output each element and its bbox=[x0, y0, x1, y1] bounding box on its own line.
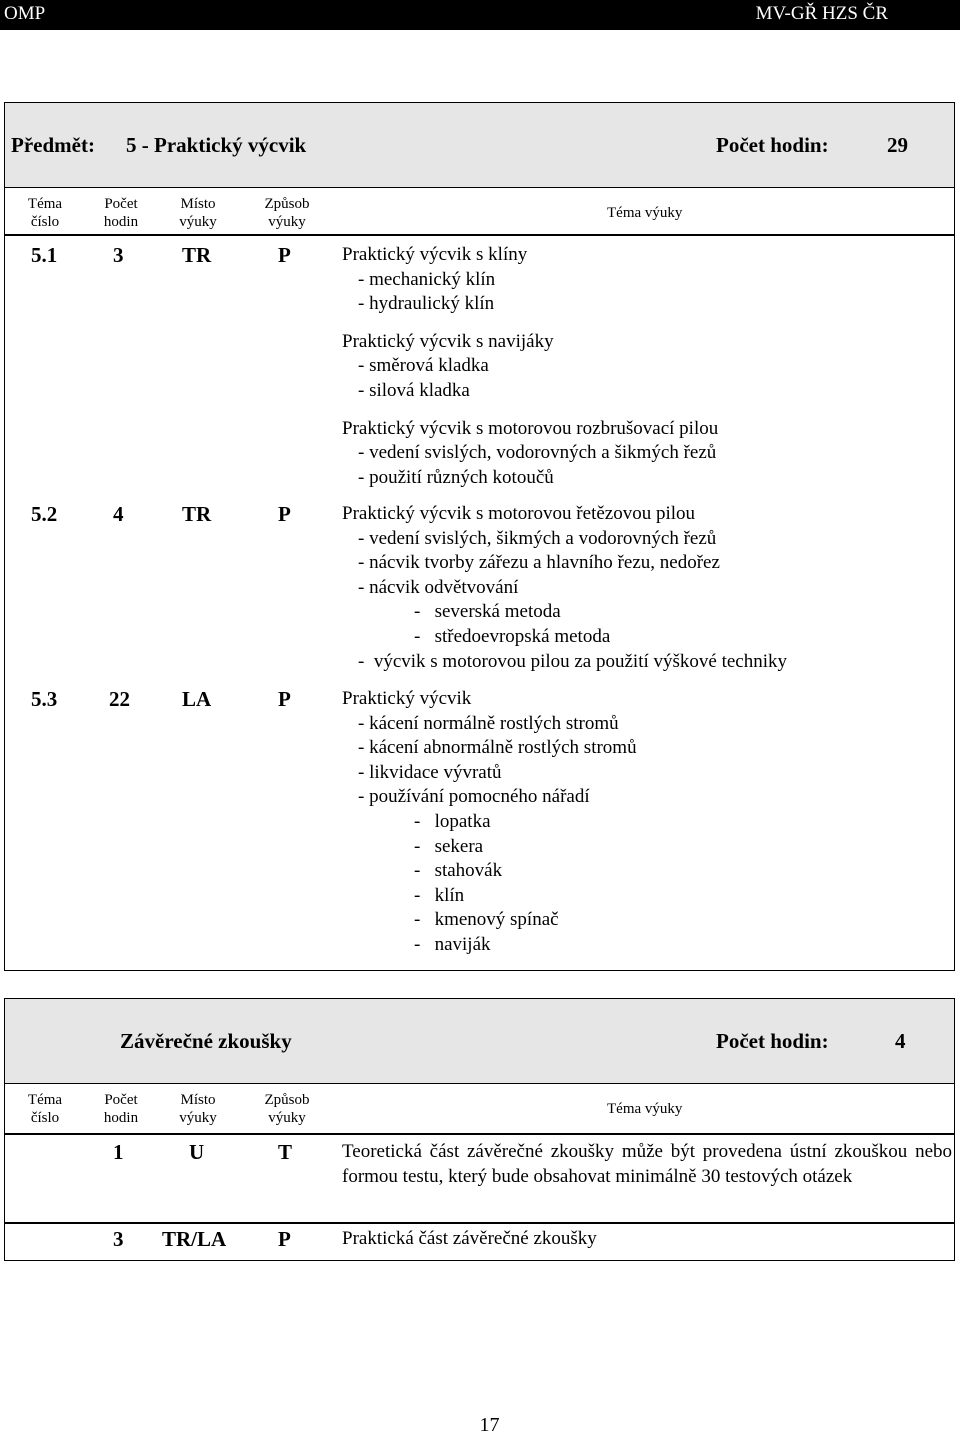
topic-number: 5.2 bbox=[31, 502, 58, 526]
subject-name: 5 - Praktický výcvik bbox=[126, 133, 307, 157]
col-header-zpusob-vyuky: Způsob výuky bbox=[264, 1092, 310, 1126]
topic-number: 5.1 bbox=[31, 243, 58, 267]
page-header bbox=[0, 0, 960, 30]
topic-bullet-line: - používání pomocného nářadí bbox=[358, 786, 590, 808]
topic-bullet-line: - nácvik odvětvování bbox=[358, 576, 519, 598]
hours-value: 1 bbox=[113, 1140, 124, 1164]
topic-heading-line: Praktický výcvik s klíny bbox=[342, 244, 528, 265]
topic-heading-line: Praktický výcvik bbox=[342, 688, 472, 709]
topic-description bbox=[342, 243, 718, 490]
topic-heading-line: Praktický výcvik s navijáky bbox=[342, 330, 554, 352]
col-header-pocet-hodin: Počet hodin bbox=[103, 196, 139, 230]
topic-bullet-line: - sekera bbox=[414, 835, 484, 857]
place-value: LA bbox=[182, 687, 212, 711]
topic-bullet-line: - klín bbox=[414, 884, 465, 906]
col-header-misto-vyuky: Místo výuky bbox=[179, 1092, 217, 1126]
topic-bullet-line: - kácení abnormálně rostlých stromů bbox=[358, 737, 637, 759]
col-header-tema-cislo: Téma číslo bbox=[27, 1092, 63, 1126]
col-header-tema-vyuky: Téma výuky bbox=[607, 1101, 683, 1117]
exams-hours: 4 bbox=[895, 1029, 906, 1053]
topic-bullet-line: - středoevropská metoda bbox=[414, 625, 611, 647]
mode-value: T bbox=[278, 1140, 293, 1164]
hours-value: 3 bbox=[113, 243, 124, 267]
subject-label: Předmět: bbox=[11, 133, 95, 157]
topic-description bbox=[342, 502, 787, 674]
hours-value: 4 bbox=[113, 502, 124, 526]
line-gap bbox=[342, 404, 718, 417]
topic-bullet-line: - stahovák bbox=[414, 860, 503, 882]
topic-description: Praktická část závěrečné zkoušky bbox=[342, 1228, 597, 1249]
mode-value: P bbox=[278, 502, 291, 526]
header-right: MV-GŘ HZS ČR bbox=[755, 3, 888, 24]
topic-bullet-line: - kmenový spínač bbox=[414, 909, 559, 931]
col-header-tema-cislo: Téma číslo bbox=[27, 196, 63, 230]
header-divider bbox=[5, 1133, 954, 1135]
page-number: 17 bbox=[479, 1414, 500, 1436]
hours-value: 22 bbox=[109, 687, 130, 711]
topic-heading-line: Praktický výcvik s motorovou rozbrušovací pilou bbox=[342, 417, 719, 439]
row-divider bbox=[5, 1222, 954, 1224]
place-value: TR bbox=[182, 502, 212, 526]
line-gap bbox=[342, 317, 718, 330]
topic-bullet-line: - naviják bbox=[414, 933, 491, 955]
topic-bullet-line: - hydraulický klín bbox=[358, 293, 495, 315]
col-header-tema-vyuky: Téma výuky bbox=[607, 205, 683, 221]
topic-bullet-line: - severská metoda bbox=[414, 601, 561, 623]
topic-bullet-line: - vedení svislých, vodorovných a šikmých řezů bbox=[358, 442, 717, 464]
col-header-misto-vyuky: Místo výuky bbox=[179, 196, 217, 230]
topic-bullet-line: - likvidace vývratů bbox=[358, 761, 502, 783]
topic-bullet-line: - výcvik s motorovou pilou za použití výškové techniky bbox=[358, 650, 788, 672]
topic-bullet-line: - kácení normálně rostlých stromů bbox=[358, 712, 619, 734]
topic-description bbox=[342, 687, 637, 958]
exams-table bbox=[4, 998, 955, 1261]
mode-value: P bbox=[278, 1227, 291, 1251]
hours-value: 3 bbox=[113, 1227, 124, 1251]
topic-bullet-line: - nácvik tvorby zářezu a hlavního řezu, nedořez bbox=[358, 552, 720, 574]
subject-title-row bbox=[5, 103, 954, 188]
mode-value: P bbox=[278, 687, 291, 711]
topic-bullet-line: - mechanický klín bbox=[358, 268, 496, 290]
col-header-zpusob-vyuky: Způsob výuky bbox=[264, 196, 310, 230]
subject-table bbox=[4, 102, 955, 971]
topic-bullet-line: - lopatka bbox=[414, 810, 491, 832]
mode-value: P bbox=[278, 243, 291, 267]
place-value: U bbox=[189, 1140, 205, 1164]
header-divider bbox=[5, 234, 954, 236]
exams-hours-label: Počet hodin: bbox=[716, 1029, 829, 1053]
place-value: TR/LA bbox=[162, 1227, 227, 1251]
topic-bullet-line: - použití různých kotoučů bbox=[358, 466, 554, 488]
exams-title-row bbox=[5, 999, 954, 1084]
topic-number: 5.3 bbox=[31, 687, 58, 711]
topic-description: Teoretická část závěrečné zkoušky může být provedena ústní zkouškou nebo formou testu, který bude obsahovat minimálně 30 testových otázek bbox=[342, 1141, 952, 1187]
exams-name: Závěrečné zkoušky bbox=[120, 1029, 292, 1053]
header-left: OMP bbox=[4, 3, 46, 24]
topic-bullet-line: - směrová kladka bbox=[358, 355, 489, 377]
topic-heading-line: Praktický výcvik s motorovou řetězovou pilou bbox=[342, 503, 696, 524]
subject-hours-label: Počet hodin: bbox=[716, 133, 829, 157]
topic-bullet-line: - vedení svislých, šikmých a vodorovných řezů bbox=[358, 527, 717, 549]
subject-hours: 29 bbox=[887, 133, 908, 157]
col-header-pocet-hodin: Počet hodin bbox=[103, 1092, 139, 1126]
topic-bullet-line: - silová kladka bbox=[358, 379, 470, 401]
place-value: TR bbox=[182, 243, 212, 267]
